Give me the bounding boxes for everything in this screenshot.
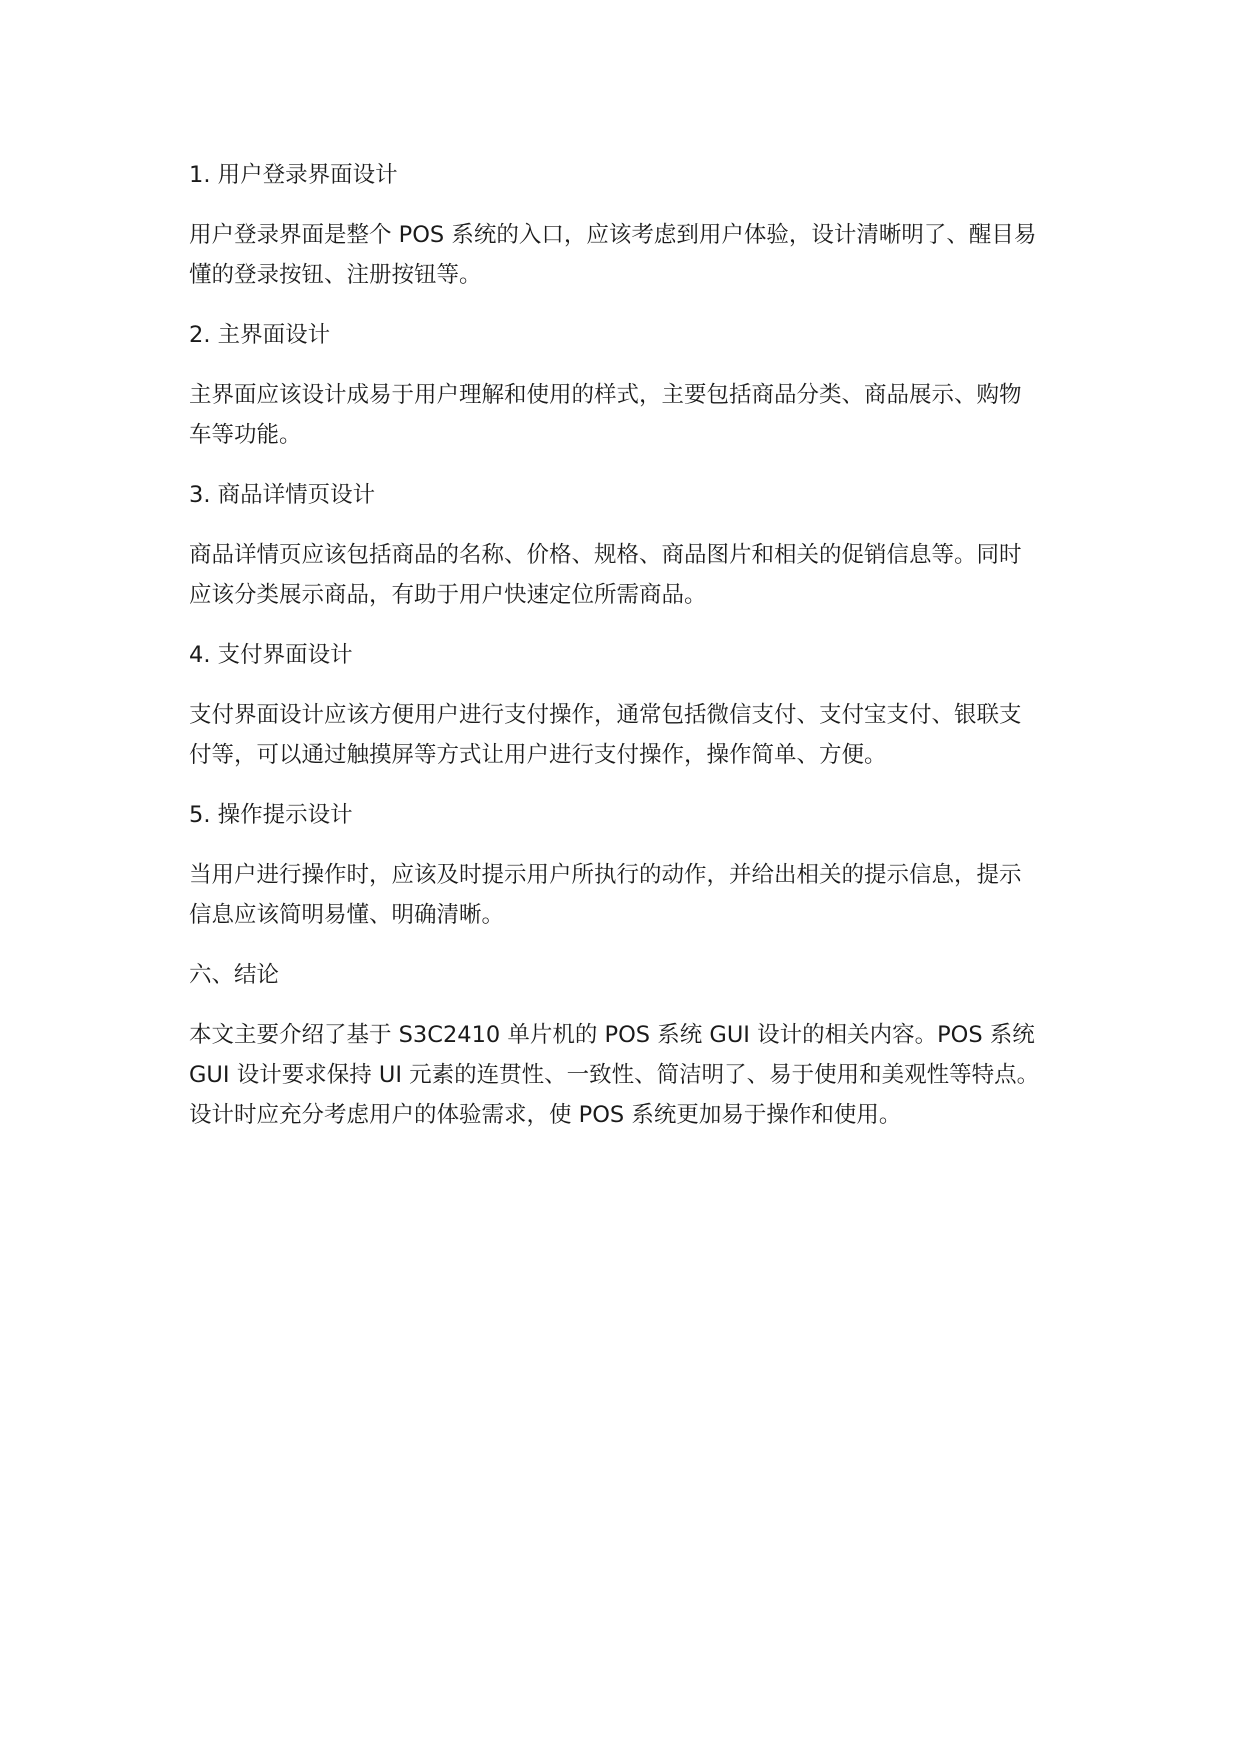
paragraph-line: 信息应该简明易懂、明确清晰。 [189, 902, 505, 928]
section-paragraph-conclusion [189, 1015, 1059, 1135]
section-heading-payment: 4. 支付界面设计 [189, 642, 353, 668]
section-paragraph-main [189, 375, 1059, 455]
paragraph-line: 懂的登录按钮、注册按钮等。 [189, 262, 482, 288]
section-paragraph-login [189, 215, 1059, 295]
paragraph-line: 当用户进行操作时，应该及时提示用户所执行的动作，并给出相关的提示信息，提示 [189, 862, 1022, 888]
paragraph-line: 应该分类展示商品，有助于用户快速定位所需商品。 [189, 582, 707, 608]
paragraph-line: 本文主要介绍了基于 S3C2410 单片机的 POS 系统 GUI 设计的相关内容。POS 系统 [189, 1022, 1035, 1048]
section-heading-product-detail: 3. 商品详情页设计 [189, 482, 376, 508]
section-heading-conclusion: 六、结论 [189, 962, 280, 988]
section-paragraph-product-detail [189, 535, 1059, 615]
paragraph-line: 设计时应充分考虑用户的体验需求，使 POS 系统更加易于操作和使用。 [189, 1102, 902, 1128]
paragraph-line: 商品详情页应该包括商品的名称、价格、规格、商品图片和相关的促销信息等。同时 [189, 542, 1022, 568]
section-heading-main: 2. 主界面设计 [189, 322, 331, 348]
paragraph-line: 车等功能。 [189, 422, 302, 448]
section-heading-login: 1. 用户登录界面设计 [189, 162, 398, 188]
paragraph-line: 支付界面设计应该方便用户进行支付操作，通常包括微信支付、支付宝支付、银联支 [189, 702, 1022, 728]
section-paragraph-hints [189, 855, 1059, 935]
document-body [189, 155, 1059, 1155]
paragraph-line: 主界面应该设计成易于用户理解和使用的样式，主要包括商品分类、商品展示、购物 [189, 382, 1022, 408]
paragraph-line: GUI 设计要求保持 UI 元素的连贯性、一致性、简洁明了、易于使用和美观性等特点。 [189, 1062, 1040, 1088]
paragraph-line: 付等，可以通过触摸屏等方式让用户进行支付操作，操作简单、方便。 [189, 742, 887, 768]
section-heading-hints: 5. 操作提示设计 [189, 802, 353, 828]
section-paragraph-payment [189, 695, 1059, 775]
paragraph-line: 用户登录界面是整个 POS 系统的入口，应该考虑到用户体验，设计清晰明了、醒目易 [189, 222, 1037, 248]
